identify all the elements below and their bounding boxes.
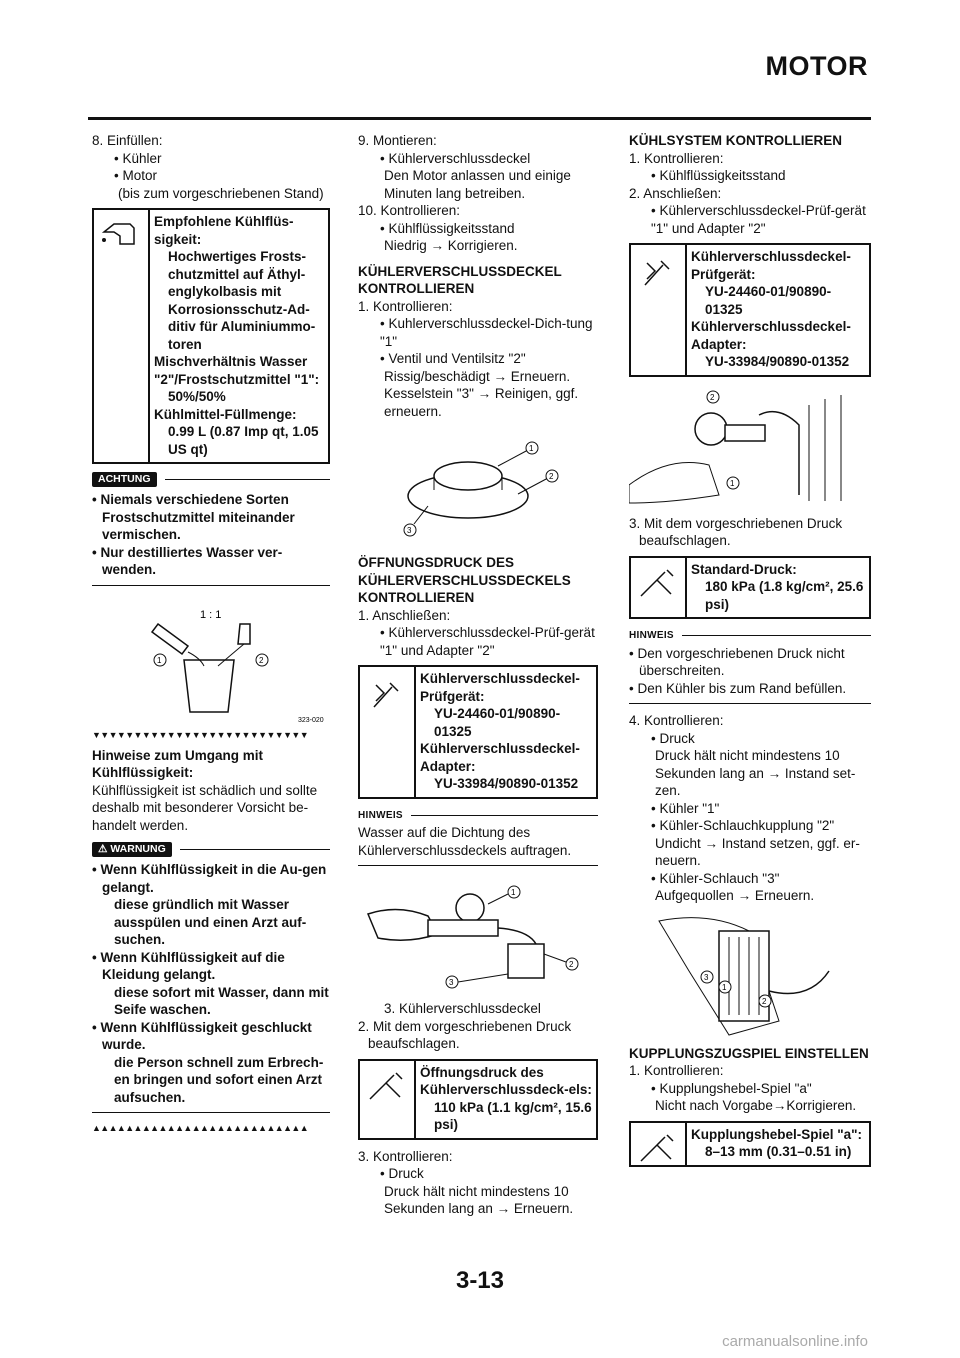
gauge-icon	[360, 1061, 416, 1138]
bullet: • Kühlerverschlussdeckel-Prüf-gerät "1" und Adapter "2"	[380, 625, 595, 658]
svg-text:2: 2	[710, 392, 715, 402]
watermark: carmanualsonline.info	[722, 1333, 868, 1350]
spec-value: YU-24460-01/90890-01325	[434, 706, 561, 739]
page-number: 3-13	[455, 1267, 505, 1294]
bullet: • Druck	[651, 730, 695, 746]
step: 1. Kontrollieren:	[358, 298, 453, 314]
spec-label: Kühlerverschlussdeckel-Prüfgerät:	[691, 249, 851, 282]
bullet-note: Den Motor anlassen und einige Minuten lang betreiben.	[384, 168, 571, 201]
bullet-note: Druck hält nicht mindestens 10 Sekunden lang an → Instand set-zen.	[655, 748, 856, 798]
column-middle	[358, 132, 598, 1218]
figure-radiator	[629, 911, 871, 1039]
hinweis-item: • Den vorgeschriebenen Druck nicht überschreiten.	[629, 645, 845, 678]
svg-text:1: 1	[529, 444, 534, 453]
wrench-icon	[360, 667, 416, 797]
bullet: • Kühler-Schlauch "3"	[651, 870, 780, 886]
spec-value: 50%/50%	[168, 389, 226, 404]
fig-ratio-label: 1 : 1	[200, 608, 222, 621]
hinweis-heading: Hinweise zum Umgang mit Kühlflüssigkeit:	[92, 747, 264, 780]
spec-box-standard-pressure	[629, 556, 871, 620]
achtung-badge: ACHTUNG	[92, 472, 157, 487]
wrench-icon	[631, 245, 687, 375]
svg-text:3: 3	[449, 978, 454, 987]
page-title: MOTOR	[765, 51, 868, 81]
step-9: 9. Montieren:	[358, 133, 437, 148]
bullet: • Kühlerverschlussdeckel-Prüf-gerät "1" und Adapter "2"	[651, 203, 866, 236]
warn-item: • Wenn Kühlflüssigkeit geschluckt wurde.	[92, 1019, 312, 1052]
bullet: • Ventil und Ventilsitz "2"	[380, 351, 526, 366]
bullet-note: Druck hält nicht mindestens 10 Sekunden lang an → Erneuern.	[384, 1183, 574, 1216]
spec-value: YU-33984/90890-01352	[705, 354, 850, 369]
spec-value: YU-33984/90890-01352	[434, 776, 579, 791]
spec-value: 0.99 L (0.87 Imp qt, 1.05 US qt)	[168, 424, 319, 457]
svg-text:1: 1	[511, 888, 516, 897]
step: 2. Mit dem vorgeschriebenen Druck beaufschlagen.	[358, 1018, 572, 1051]
svg-text:2: 2	[549, 472, 554, 481]
fig-code: 323-020	[298, 716, 324, 724]
section-heading: KÜHLERVERSCHLUSSDECKEL KONTROLLIEREN	[358, 263, 562, 296]
figure-caption: 3. Kühlerverschlussdeckel	[384, 1001, 541, 1016]
bullet: • Kühler-Schlauchkupplung "2"	[651, 818, 835, 833]
bullet: • Kühlflüssigkeitsstand	[651, 168, 786, 183]
hinweis-header: HINWEIS	[358, 807, 598, 825]
spec-box-opening-pressure	[358, 1059, 598, 1140]
triangle-rule-down: ▼▼▼▼▼▼▼▼▼▼▼▼▼▼▼▼▼▼▼▼▼▼▼▼▼▼	[92, 729, 309, 740]
bullet: • Kupplungshebel-Spiel "a"	[651, 1080, 812, 1096]
section-heading: ÖFFNUNGSDRUCK DES KÜHLERVERSCHLUSSDECKELS KONTROLLIEREN	[358, 555, 571, 605]
section-heading: KUPPLUNGSZUGSPIEL EINSTELLEN	[629, 1045, 869, 1061]
step: 1. Kontrollieren:	[629, 150, 724, 166]
svg-text:2: 2	[259, 655, 264, 665]
hinweis-header: HINWEIS	[629, 627, 871, 645]
figure-mixing	[92, 594, 330, 724]
spec-value: YU-24460-01/90890-01325	[705, 284, 832, 317]
figure-radiator-cap	[358, 426, 598, 546]
step-8: 8. Einfüllen:	[92, 133, 163, 148]
step: 3. Mit dem vorgeschriebenen Druck beaufschlagen.	[629, 515, 843, 548]
column-right	[629, 132, 871, 1175]
spec-label: Kühlerverschlussdeckel-Prüfgerät:	[420, 671, 580, 704]
warnung-header	[92, 842, 330, 857]
spec-label: Kupplungshebel-Spiel "a":	[691, 1126, 863, 1142]
achtung-header	[92, 472, 330, 487]
header-rule	[88, 117, 871, 120]
gauge-icon	[631, 1123, 687, 1165]
bullet-note: Nicht nach Vorgabe→Korrigieren.	[655, 1098, 857, 1113]
achtung-item: • Nur destilliertes Wasser ver-wenden.	[92, 544, 283, 577]
hinweis-item: • Den Kühler bis zum Rand befüllen.	[629, 680, 847, 696]
triangle-rule-up: ▲▲▲▲▲▲▲▲▲▲▲▲▲▲▲▲▲▲▲▲▲▲▲▲▲▲	[92, 1123, 309, 1133]
spec-label: Kühlerverschlussdeckel-Adapter:	[691, 319, 851, 352]
bullet-kuehler: • Kühler	[114, 150, 162, 166]
spec-label: Mischverhältnis Wasser "2"/Frostschutzmittel "1":	[154, 354, 320, 387]
warn-item-text: diese gründlich mit Wasser ausspülen und einen Arzt auf-suchen.	[114, 897, 307, 947]
step: 4. Kontrollieren:	[629, 713, 724, 728]
bullet: • Kühlflüssigkeitsstand	[380, 220, 515, 236]
gauge-icon	[631, 558, 687, 618]
hinweis-text: Kühlflüssigkeit ist schädlich und sollte deshalb mit besonderer Vorsicht be-handelt werden.	[92, 782, 318, 833]
spec-box-tester	[358, 665, 598, 799]
bullet: • Kühlerverschlussdeckel	[380, 150, 531, 166]
achtung-item: • Niemals verschiedene Sorten Frostschutzmittel miteinander vermischen.	[92, 492, 295, 542]
spec-value: 110 kPa (1.1 kg/cm², 15.6 psi)	[434, 1099, 592, 1132]
step: 1. Kontrollieren:	[629, 1063, 724, 1078]
spec-value: Hochwertiges Frosts-chutzmittel auf Äthyl-englykolbasis mit Korrosionsschutz-Ad-ditiv für Aluminiummo-toren	[168, 249, 316, 352]
spec-label: Standard-Druck:	[691, 561, 797, 577]
step: 1. Anschließen:	[358, 607, 451, 623]
warn-item: • Wenn Kühlflüssigkeit auf die Kleidung gelangt.	[92, 949, 285, 982]
bullet-note: Undicht → Instand setzen, ggf. er-neuern.	[655, 835, 860, 868]
section-heading: KÜHLSYSTEM KONTROLLIEREN	[629, 133, 843, 148]
spec-box-tester	[629, 243, 871, 377]
warn-item-text: diese sofort mit Wasser, dann mit Seife waschen.	[114, 984, 329, 1017]
coolant-drop-icon	[94, 210, 150, 462]
warnung-badge: ⚠ WARNUNG	[92, 842, 172, 857]
bullet: • Druck	[380, 1166, 424, 1181]
warn-item: • Wenn Kühlflüssigkeit in die Au-gen gelangt.	[92, 862, 327, 895]
figure-system-test	[629, 385, 871, 509]
svg-text:3: 3	[704, 972, 709, 982]
svg-text:3: 3	[407, 526, 412, 535]
bullet: • Kühler "1"	[651, 800, 720, 816]
column-left	[92, 132, 330, 1134]
step-10: 10. Kontrollieren:	[358, 203, 461, 218]
bullet-motor: • Motor	[114, 168, 157, 183]
svg-text:1: 1	[730, 478, 735, 488]
bullet-note: Rissig/beschädigt → Erneuern. Kesselstein "3" → Reinigen, ggf. erneuern.	[384, 368, 579, 419]
step: 2. Anschließen:	[629, 185, 722, 201]
figure-cap-tester	[358, 874, 598, 994]
spec-value: 180 kPa (1.8 kg/cm², 25.6 psi)	[705, 579, 864, 612]
spec-box-clutch-play	[629, 1121, 871, 1167]
step: 3. Kontrollieren:	[358, 1148, 453, 1164]
warn-item-text: die Person schnell zum Erbrech-en bringen und sofort einen Arzt aufsuchen.	[114, 1054, 324, 1105]
bullet: • Kuhlerverschlussdeckel-Dich-tung "1"	[380, 316, 593, 349]
spec-value: 8–13 mm (0.31–0.51 in)	[705, 1144, 852, 1159]
bullet-note: Aufgequollen → Erneuern.	[655, 888, 815, 903]
svg-text:2: 2	[569, 960, 574, 969]
bullet-motor-note: (bis zum vorgeschriebenen Stand)	[118, 185, 324, 201]
spec-label: Kühlerverschlussdeckel-Adapter:	[420, 741, 580, 774]
hinweis-text: Wasser auf die Dichtung des Kühlerverschlussdeckels auftragen.	[358, 825, 572, 858]
spec-box-coolant	[92, 208, 330, 464]
spec-label: Kühlmittel-Füllmenge:	[154, 406, 297, 422]
svg-text:1: 1	[722, 982, 727, 992]
svg-text:2: 2	[762, 996, 767, 1006]
bullet-note: Niedrig → Korrigieren.	[384, 238, 518, 253]
spec-label: Öffnungsdruck des Kühlerverschlussdeck-els:	[420, 1064, 592, 1097]
spec-label: Empfohlene Kühlflüs-sigkeit:	[154, 214, 294, 247]
svg-text:1: 1	[157, 655, 162, 665]
